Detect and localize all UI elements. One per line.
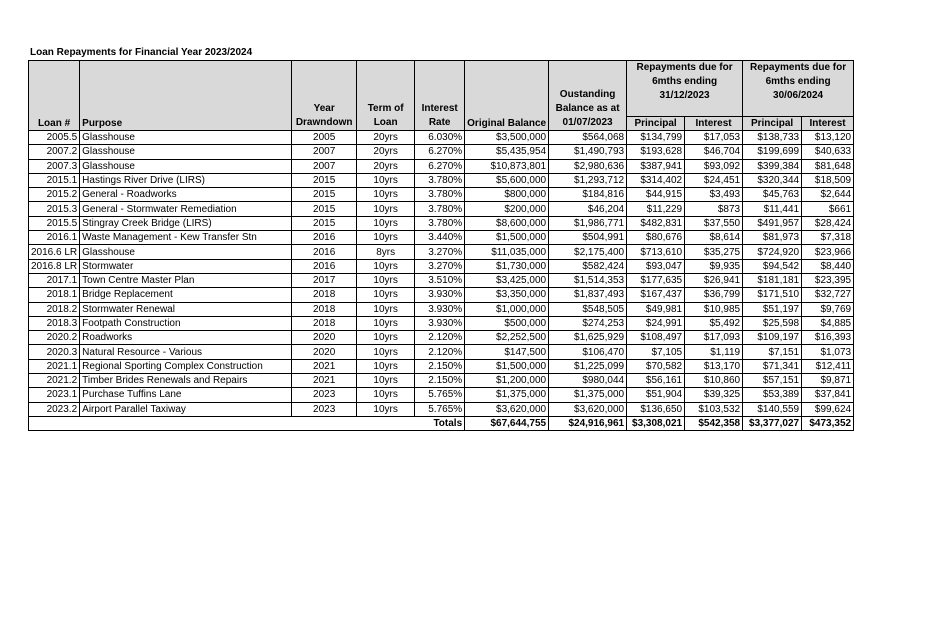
table-row (29, 402, 854, 416)
cell-loan-number: 2016.6 LR (29, 245, 80, 259)
cell-principal-jun-2024: $140,559 (743, 402, 802, 416)
cell-loan-number: 2023.1 (29, 388, 80, 402)
cell-term: 20yrs (357, 145, 415, 159)
cell-interest-dec-2023: $5,492 (685, 316, 743, 330)
cell-purpose: Stormwater (80, 259, 292, 273)
cell-principal-dec-2023: $51,904 (627, 388, 685, 402)
table-row (29, 359, 854, 373)
cell-purpose: Waste Management - Kew Transfer Stn (80, 231, 292, 245)
cell-loan-number: 2007.3 (29, 159, 80, 173)
cell-year-drawndown: 2007 (292, 145, 357, 159)
cell-interest-jun-2024: $81,648 (802, 159, 854, 173)
table-row (29, 316, 854, 330)
cell-year-drawndown: 2023 (292, 388, 357, 402)
table-row (29, 388, 854, 402)
cell-interest-rate: 3.930% (415, 288, 465, 302)
cell-purpose: Stingray Creek Bridge (LIRS) (80, 216, 292, 230)
cell-interest-rate: 6.030% (415, 131, 465, 145)
table-row (29, 259, 854, 273)
cell-interest-rate: 3.930% (415, 302, 465, 316)
cell-year-drawndown: 2015 (292, 202, 357, 216)
cell-interest-rate: 3.510% (415, 273, 465, 287)
cell-interest-dec-2023: $9,935 (685, 259, 743, 273)
table-row (29, 159, 854, 173)
header-principal-1: Principal (627, 117, 685, 131)
cell-year-drawndown: 2023 (292, 402, 357, 416)
cell-principal-jun-2024: $171,510 (743, 288, 802, 302)
cell-term: 10yrs (357, 216, 415, 230)
cell-term: 10yrs (357, 188, 415, 202)
cell-original-balance: $1,375,000 (465, 388, 549, 402)
cell-principal-jun-2024: $11,441 (743, 202, 802, 216)
cell-loan-number: 2017.1 (29, 273, 80, 287)
cell-term: 10yrs (357, 173, 415, 187)
cell-interest-jun-2024: $9,769 (802, 302, 854, 316)
totals-principal-2: $3,377,027 (743, 416, 802, 430)
cell-loan-number: 2015.2 (29, 188, 80, 202)
cell-interest-rate: 3.440% (415, 231, 465, 245)
cell-loan-number: 2018.3 (29, 316, 80, 330)
cell-interest-jun-2024: $2,644 (802, 188, 854, 202)
cell-interest-jun-2024: $1,073 (802, 345, 854, 359)
cell-outstanding-balance: $582,424 (549, 259, 627, 273)
cell-principal-dec-2023: $167,437 (627, 288, 685, 302)
cell-year-drawndown: 2020 (292, 331, 357, 345)
cell-interest-dec-2023: $93,092 (685, 159, 743, 173)
cell-original-balance: $147,500 (465, 345, 549, 359)
cell-principal-dec-2023: $482,831 (627, 216, 685, 230)
header-interest-2: Interest (802, 117, 854, 131)
totals-row (29, 416, 854, 430)
cell-purpose: Bridge Replacement (80, 288, 292, 302)
cell-interest-jun-2024: $16,393 (802, 331, 854, 345)
cell-principal-dec-2023: $24,991 (627, 316, 685, 330)
cell-principal-dec-2023: $44,915 (627, 188, 685, 202)
cell-term: 10yrs (357, 316, 415, 330)
cell-principal-dec-2023: $193,628 (627, 145, 685, 159)
cell-interest-jun-2024: $23,966 (802, 245, 854, 259)
cell-purpose: Stormwater Renewal (80, 302, 292, 316)
cell-interest-dec-2023: $26,941 (685, 273, 743, 287)
cell-interest-jun-2024: $661 (802, 202, 854, 216)
cell-interest-dec-2023: $10,860 (685, 374, 743, 388)
cell-interest-dec-2023: $13,170 (685, 359, 743, 373)
cell-term: 10yrs (357, 402, 415, 416)
cell-interest-dec-2023: $17,053 (685, 131, 743, 145)
cell-principal-jun-2024: $399,384 (743, 159, 802, 173)
cell-original-balance: $3,350,000 (465, 288, 549, 302)
cell-principal-jun-2024: $109,197 (743, 331, 802, 345)
cell-interest-jun-2024: $9,871 (802, 374, 854, 388)
cell-interest-rate: 5.765% (415, 388, 465, 402)
cell-year-drawndown: 2018 (292, 316, 357, 330)
cell-outstanding-balance: $1,625,929 (549, 331, 627, 345)
cell-original-balance: $1,000,000 (465, 302, 549, 316)
cell-principal-jun-2024: $25,598 (743, 316, 802, 330)
cell-principal-jun-2024: $181,181 (743, 273, 802, 287)
cell-principal-dec-2023: $93,047 (627, 259, 685, 273)
cell-outstanding-balance: $3,620,000 (549, 402, 627, 416)
cell-principal-dec-2023: $80,676 (627, 231, 685, 245)
header-interest-rate: Interest Rate (415, 61, 465, 131)
cell-year-drawndown: 2018 (292, 288, 357, 302)
cell-term: 10yrs (357, 302, 415, 316)
cell-term: 10yrs (357, 359, 415, 373)
cell-purpose: Glasshouse (80, 145, 292, 159)
cell-purpose: Glasshouse (80, 131, 292, 145)
cell-principal-dec-2023: $56,161 (627, 374, 685, 388)
cell-principal-jun-2024: $94,542 (743, 259, 802, 273)
cell-interest-dec-2023: $24,451 (685, 173, 743, 187)
cell-interest-rate: 3.930% (415, 316, 465, 330)
table-row (29, 173, 854, 187)
totals-outstanding: $24,916,961 (549, 416, 627, 430)
cell-loan-number: 2015.1 (29, 173, 80, 187)
cell-outstanding-balance: $504,991 (549, 231, 627, 245)
cell-interest-jun-2024: $99,624 (802, 402, 854, 416)
cell-outstanding-balance: $106,470 (549, 345, 627, 359)
table-row (29, 245, 854, 259)
cell-interest-rate: 3.780% (415, 216, 465, 230)
cell-year-drawndown: 2015 (292, 216, 357, 230)
cell-purpose: Town Centre Master Plan (80, 273, 292, 287)
cell-purpose: Glasshouse (80, 245, 292, 259)
cell-loan-number: 2018.2 (29, 302, 80, 316)
cell-purpose: Footpath Construction (80, 316, 292, 330)
header-term: Term of Loan (357, 61, 415, 131)
cell-interest-rate: 5.765% (415, 402, 465, 416)
loan-repayments-table (28, 60, 854, 431)
cell-purpose: Natural Resource - Various (80, 345, 292, 359)
cell-loan-number: 2021.1 (29, 359, 80, 373)
cell-original-balance: $800,000 (465, 188, 549, 202)
cell-year-drawndown: 2016 (292, 231, 357, 245)
table-row (29, 273, 854, 287)
totals-interest-2: $473,352 (802, 416, 854, 430)
cell-loan-number: 2023.2 (29, 402, 80, 416)
cell-original-balance: $1,500,000 (465, 231, 549, 245)
cell-principal-jun-2024: $7,151 (743, 345, 802, 359)
cell-principal-jun-2024: $51,197 (743, 302, 802, 316)
cell-purpose: Timber Brides Renewals and Repairs (80, 374, 292, 388)
cell-purpose: Roadworks (80, 331, 292, 345)
table-row (29, 374, 854, 388)
cell-principal-dec-2023: $387,941 (627, 159, 685, 173)
cell-interest-rate: 6.270% (415, 145, 465, 159)
cell-purpose: Glasshouse (80, 159, 292, 173)
cell-loan-number: 2005.5 (29, 131, 80, 145)
header-purpose: Purpose (80, 61, 292, 131)
cell-interest-dec-2023: $46,704 (685, 145, 743, 159)
cell-interest-jun-2024: $28,424 (802, 216, 854, 230)
totals-interest-1: $542,358 (685, 416, 743, 430)
totals-label: Totals (29, 416, 465, 430)
cell-interest-jun-2024: $8,440 (802, 259, 854, 273)
cell-purpose: General - Roadworks (80, 188, 292, 202)
cell-principal-jun-2024: $57,151 (743, 374, 802, 388)
cell-outstanding-balance: $1,986,771 (549, 216, 627, 230)
cell-principal-dec-2023: $134,799 (627, 131, 685, 145)
cell-loan-number: 2018.1 (29, 288, 80, 302)
cell-term: 10yrs (357, 374, 415, 388)
table-body (29, 131, 854, 417)
cell-interest-jun-2024: $12,411 (802, 359, 854, 373)
cell-interest-rate: 3.780% (415, 173, 465, 187)
table-row (29, 145, 854, 159)
cell-loan-number: 2007.2 (29, 145, 80, 159)
cell-principal-dec-2023: $713,610 (627, 245, 685, 259)
cell-loan-number: 2016.8 LR (29, 259, 80, 273)
cell-interest-rate: 2.120% (415, 345, 465, 359)
cell-year-drawndown: 2015 (292, 173, 357, 187)
cell-interest-jun-2024: $37,841 (802, 388, 854, 402)
cell-interest-rate: 3.780% (415, 202, 465, 216)
cell-interest-rate: 2.150% (415, 359, 465, 373)
cell-purpose: Airport Parallel Taxiway (80, 402, 292, 416)
cell-interest-rate: 2.120% (415, 331, 465, 345)
cell-interest-dec-2023: $873 (685, 202, 743, 216)
cell-principal-jun-2024: $45,763 (743, 188, 802, 202)
cell-term: 10yrs (357, 231, 415, 245)
table-row (29, 131, 854, 145)
cell-principal-jun-2024: $491,957 (743, 216, 802, 230)
cell-interest-jun-2024: $23,395 (802, 273, 854, 287)
header-year-drawndown: Year Drawndown (292, 61, 357, 131)
cell-outstanding-balance: $1,293,712 (549, 173, 627, 187)
cell-term: 10yrs (357, 202, 415, 216)
cell-outstanding-balance: $1,490,793 (549, 145, 627, 159)
cell-outstanding-balance: $1,514,353 (549, 273, 627, 287)
cell-interest-jun-2024: $40,633 (802, 145, 854, 159)
cell-outstanding-balance: $274,253 (549, 316, 627, 330)
cell-principal-jun-2024: $71,341 (743, 359, 802, 373)
cell-original-balance: $3,620,000 (465, 402, 549, 416)
cell-interest-dec-2023: $1,119 (685, 345, 743, 359)
cell-purpose: General - Stormwater Remediation (80, 202, 292, 216)
cell-original-balance: $500,000 (465, 316, 549, 330)
header-repayments-dec-2023: Repayments due for 6mths ending 31/12/2023 (627, 61, 743, 117)
header-outstanding-balance: Oustanding Balance as at 01/07/2023 (549, 61, 627, 131)
cell-principal-dec-2023: $7,105 (627, 345, 685, 359)
table-row (29, 288, 854, 302)
cell-original-balance: $3,425,000 (465, 273, 549, 287)
cell-term: 10yrs (357, 273, 415, 287)
cell-year-drawndown: 2016 (292, 259, 357, 273)
cell-outstanding-balance: $564,068 (549, 131, 627, 145)
cell-outstanding-balance: $2,980,636 (549, 159, 627, 173)
cell-outstanding-balance: $46,204 (549, 202, 627, 216)
cell-year-drawndown: 2017 (292, 273, 357, 287)
cell-term: 10yrs (357, 259, 415, 273)
cell-principal-dec-2023: $177,635 (627, 273, 685, 287)
cell-interest-dec-2023: $17,093 (685, 331, 743, 345)
table-row (29, 216, 854, 230)
header-interest-1: Interest (685, 117, 743, 131)
cell-outstanding-balance: $1,375,000 (549, 388, 627, 402)
cell-interest-jun-2024: $13,120 (802, 131, 854, 145)
cell-principal-jun-2024: $199,699 (743, 145, 802, 159)
cell-purpose: Hastings River Drive (LIRS) (80, 173, 292, 187)
cell-principal-dec-2023: $49,981 (627, 302, 685, 316)
cell-interest-jun-2024: $32,727 (802, 288, 854, 302)
cell-principal-jun-2024: $81,973 (743, 231, 802, 245)
cell-original-balance: $200,000 (465, 202, 549, 216)
cell-outstanding-balance: $2,175,400 (549, 245, 627, 259)
cell-loan-number: 2015.3 (29, 202, 80, 216)
table-row (29, 331, 854, 345)
totals-original: $67,644,755 (465, 416, 549, 430)
cell-purpose: Purchase Tuffins Lane (80, 388, 292, 402)
cell-interest-dec-2023: $10,985 (685, 302, 743, 316)
cell-term: 10yrs (357, 345, 415, 359)
cell-original-balance: $10,873,801 (465, 159, 549, 173)
report-title: Loan Repayments for Financial Year 2023/2024 (30, 47, 253, 58)
cell-year-drawndown: 2020 (292, 345, 357, 359)
cell-outstanding-balance: $1,837,493 (549, 288, 627, 302)
cell-interest-jun-2024: $7,318 (802, 231, 854, 245)
cell-interest-dec-2023: $37,550 (685, 216, 743, 230)
cell-principal-jun-2024: $320,344 (743, 173, 802, 187)
cell-term: 8yrs (357, 245, 415, 259)
table-row (29, 231, 854, 245)
cell-interest-dec-2023: $3,493 (685, 188, 743, 202)
cell-loan-number: 2016.1 (29, 231, 80, 245)
cell-interest-dec-2023: $35,275 (685, 245, 743, 259)
cell-principal-dec-2023: $70,582 (627, 359, 685, 373)
cell-year-drawndown: 2007 (292, 159, 357, 173)
header-principal-2: Principal (743, 117, 802, 131)
cell-loan-number: 2021.2 (29, 374, 80, 388)
cell-year-drawndown: 2015 (292, 188, 357, 202)
cell-interest-jun-2024: $18,509 (802, 173, 854, 187)
cell-interest-rate: 6.270% (415, 159, 465, 173)
cell-year-drawndown: 2018 (292, 302, 357, 316)
cell-outstanding-balance: $548,505 (549, 302, 627, 316)
cell-loan-number: 2015.5 (29, 216, 80, 230)
cell-interest-dec-2023: $8,614 (685, 231, 743, 245)
cell-term: 10yrs (357, 288, 415, 302)
cell-interest-dec-2023: $103,532 (685, 402, 743, 416)
cell-original-balance: $11,035,000 (465, 245, 549, 259)
cell-original-balance: $5,600,000 (465, 173, 549, 187)
cell-original-balance: $1,200,000 (465, 374, 549, 388)
cell-year-drawndown: 2005 (292, 131, 357, 145)
cell-original-balance: $2,252,500 (465, 331, 549, 345)
cell-principal-jun-2024: $138,733 (743, 131, 802, 145)
cell-term: 10yrs (357, 331, 415, 345)
cell-original-balance: $8,600,000 (465, 216, 549, 230)
cell-year-drawndown: 2016 (292, 245, 357, 259)
cell-interest-rate: 3.270% (415, 259, 465, 273)
cell-principal-dec-2023: $11,229 (627, 202, 685, 216)
cell-principal-dec-2023: $314,402 (627, 173, 685, 187)
cell-term: 20yrs (357, 131, 415, 145)
table-row (29, 202, 854, 216)
cell-interest-rate: 2.150% (415, 374, 465, 388)
header-repayments-jun-2024: Repayments due for 6mths ending 30/06/2024 (743, 61, 854, 117)
cell-outstanding-balance: $980,044 (549, 374, 627, 388)
cell-original-balance: $1,500,000 (465, 359, 549, 373)
table-row (29, 188, 854, 202)
cell-interest-rate: 3.780% (415, 188, 465, 202)
cell-principal-dec-2023: $108,497 (627, 331, 685, 345)
cell-interest-jun-2024: $4,885 (802, 316, 854, 330)
cell-term: 20yrs (357, 159, 415, 173)
cell-year-drawndown: 2021 (292, 374, 357, 388)
cell-original-balance: $5,435,954 (465, 145, 549, 159)
cell-principal-dec-2023: $136,650 (627, 402, 685, 416)
cell-outstanding-balance: $184,816 (549, 188, 627, 202)
cell-purpose: Regional Sporting Complex Construction (80, 359, 292, 373)
cell-outstanding-balance: $1,225,099 (549, 359, 627, 373)
cell-loan-number: 2020.3 (29, 345, 80, 359)
table-row (29, 345, 854, 359)
totals-principal-1: $3,308,021 (627, 416, 685, 430)
cell-loan-number: 2020.2 (29, 331, 80, 345)
cell-principal-jun-2024: $724,920 (743, 245, 802, 259)
header-original-balance: Original Balance (465, 61, 549, 131)
cell-interest-rate: 3.270% (415, 245, 465, 259)
cell-principal-jun-2024: $53,389 (743, 388, 802, 402)
table-row (29, 302, 854, 316)
cell-year-drawndown: 2021 (292, 359, 357, 373)
header-loan-number: Loan # (29, 61, 80, 131)
cell-original-balance: $1,730,000 (465, 259, 549, 273)
cell-interest-dec-2023: $36,799 (685, 288, 743, 302)
cell-interest-dec-2023: $39,325 (685, 388, 743, 402)
cell-term: 10yrs (357, 388, 415, 402)
cell-original-balance: $3,500,000 (465, 131, 549, 145)
